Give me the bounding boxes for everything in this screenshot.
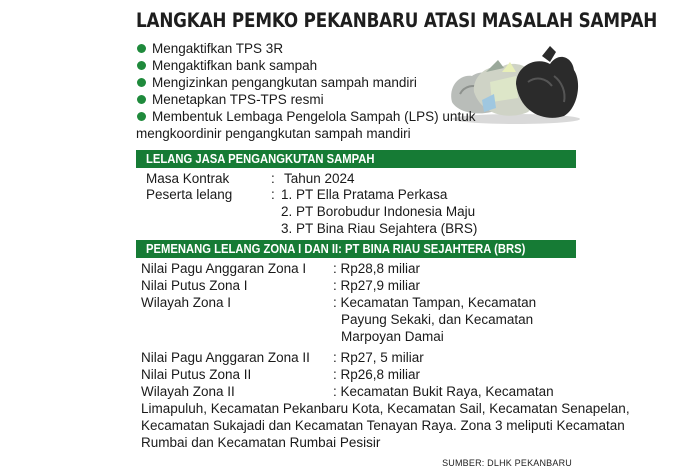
peserta-item: 1. PT Ella Pratama Perkasa bbox=[281, 187, 448, 202]
bullet-dot-icon bbox=[137, 112, 146, 121]
peserta-label: Peserta lelang bbox=[146, 187, 233, 202]
list-item-continuation: mengkoordinir pengangkutan sampah mandiri bbox=[136, 126, 411, 141]
zona1-pagu-value: : Rp28,8 miliar bbox=[333, 261, 421, 276]
bullet-dot-icon bbox=[137, 61, 146, 70]
list-item: Mengaktifkan TPS 3R bbox=[136, 40, 556, 57]
zona2-putus-value: : Rp26,8 miliar bbox=[333, 367, 421, 382]
zona2-putus-label: Nilai Putus Zona II bbox=[141, 367, 252, 382]
page-title: LANGKAH PEMKO PEKANBARU ATASI MASALAH SAMPAH bbox=[136, 9, 658, 32]
zona2-wilayah-label: Wilayah Zona II bbox=[141, 384, 235, 399]
kontrak-value: Tahun 2024 bbox=[284, 171, 355, 186]
list-item: Mengizinkan pengangkutan sampah mandiri bbox=[136, 74, 556, 91]
zona2-wilayah-line: Rumbai dan Kecamatan Rumbai Pesisir bbox=[141, 435, 381, 450]
zona2-pagu-label: Nilai Pagu Anggaran Zona II bbox=[141, 350, 310, 365]
zona2-wilayah-line: Limapuluh, Kecamatan Pekanbaru Kota, Kecamatan Sail, Kecamatan Senapelan, bbox=[141, 401, 630, 416]
peserta-item: 3. PT Bina Riau Sejahtera (BRS) bbox=[281, 221, 478, 236]
zona1-putus-label: Nilai Putus Zona I bbox=[141, 278, 248, 293]
peserta-item: 2. PT Borobudur Indonesia Maju bbox=[281, 204, 476, 219]
zona1-wilayah-label: Wilayah Zona I bbox=[141, 295, 232, 310]
list-item: Membentuk Lembaga Pengelola Sampah (LPS) untuk bbox=[136, 108, 556, 125]
zona2-wilayah-line: Kecamatan Sukajadi dan Kecamatan Tenayan Raya. Zona 3 meliputi Kecamatan bbox=[141, 418, 625, 433]
bullet-dot-icon bbox=[137, 95, 146, 104]
zona2-wilayah-first: : Kecamatan Bukit Raya, Kecamatan bbox=[333, 384, 554, 399]
list-item: Menetapkan TPS-TPS resmi bbox=[136, 91, 556, 108]
action-list bbox=[136, 40, 556, 142]
zona1-wilayah-line: Marpoyan Damai bbox=[341, 329, 444, 344]
zona1-putus-value: : Rp27,9 miliar bbox=[333, 278, 421, 293]
section-header-lelang: LELANG JASA PENGANGKUTAN SAMPAH bbox=[136, 150, 576, 168]
zona1-wilayah-line: : Kecamatan Tampan, Kecamatan bbox=[333, 295, 537, 310]
zona1-pagu-label: Nilai Pagu Anggaran Zona I bbox=[141, 261, 307, 276]
kontrak-colon: : bbox=[271, 171, 275, 186]
list-item: Mengaktifkan bank sampah bbox=[136, 57, 556, 74]
bullet-dot-icon bbox=[137, 78, 146, 87]
zona1-wilayah-line: Payung Sekaki, dan Kecamatan bbox=[341, 312, 534, 327]
bullet-dot-icon bbox=[137, 44, 146, 53]
section-header-pemenang: PEMENANG LELANG ZONA I DAN II: PT BINA RIAU SEJAHTERA (BRS) bbox=[136, 240, 576, 258]
kontrak-label: Masa Kontrak bbox=[146, 171, 230, 186]
peserta-colon: : bbox=[271, 187, 275, 202]
source-credit: SUMBER: DLHK PEKANBARU bbox=[442, 458, 572, 468]
zona2-pagu-value: : Rp27, 5 miliar bbox=[333, 350, 424, 365]
